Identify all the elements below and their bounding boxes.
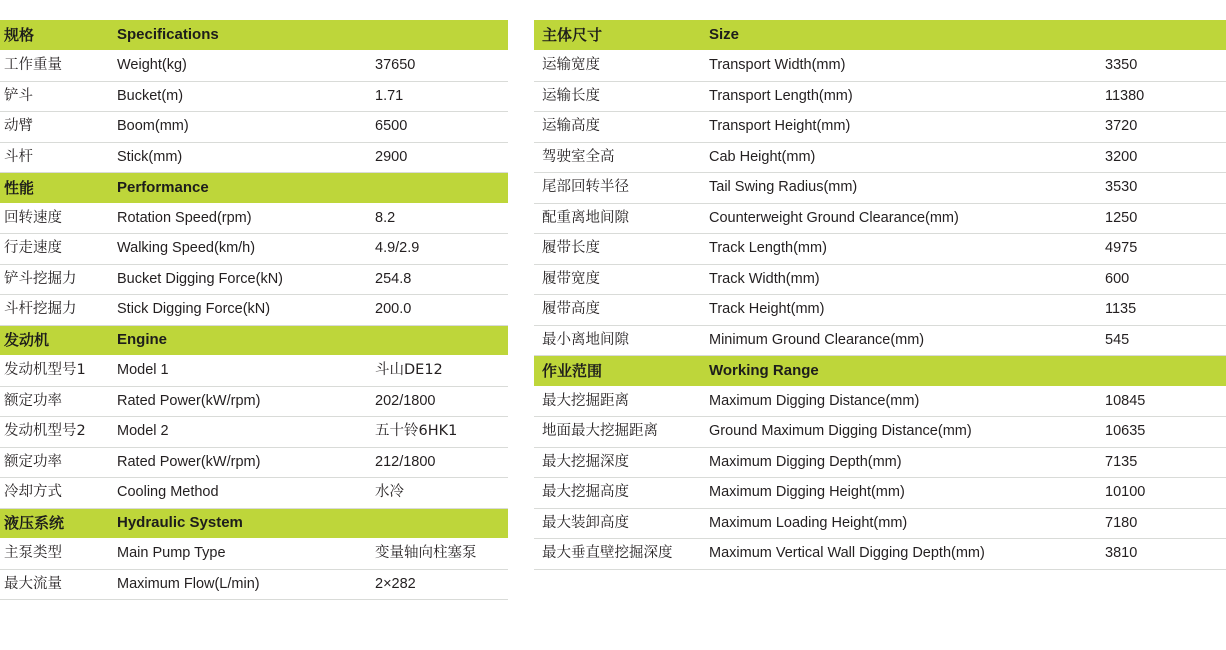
spec-value: 254.8 — [366, 264, 508, 295]
section-header-row — [0, 20, 508, 51]
spec-label-en: Walking Speed(km/h) — [108, 234, 366, 265]
spec-row — [0, 295, 508, 326]
spec-row — [534, 447, 1226, 478]
section-header-value — [1096, 356, 1226, 387]
spec-row — [534, 264, 1226, 295]
spec-label-en: Maximum Vertical Wall Digging Depth(mm) — [700, 539, 1096, 570]
spec-label-en: Bucket(m) — [108, 81, 366, 112]
right-spec-column — [534, 20, 1226, 650]
section-header-cn: 主体尺寸 — [534, 20, 700, 51]
spec-row — [0, 417, 508, 448]
spec-row — [534, 417, 1226, 448]
spec-value: 10635 — [1096, 417, 1226, 448]
spec-label-en: Model 1 — [108, 356, 366, 387]
spec-value: 202/1800 — [366, 386, 508, 417]
spec-value: 8.2 — [366, 203, 508, 234]
spec-value: 4975 — [1096, 234, 1226, 265]
spec-row — [0, 386, 508, 417]
spec-value: 10100 — [1096, 478, 1226, 509]
spec-row — [534, 539, 1226, 570]
section-header-row — [534, 20, 1226, 51]
section-header-row — [0, 508, 508, 539]
spec-row — [0, 112, 508, 143]
left-spec-body — [0, 20, 508, 600]
spec-row — [0, 51, 508, 82]
section-header-en: Hydraulic System — [108, 508, 366, 539]
section-header-cn: 规格 — [0, 20, 108, 51]
spec-row — [534, 386, 1226, 417]
spec-row — [534, 325, 1226, 356]
spec-value: 545 — [1096, 325, 1226, 356]
section-header-cn: 液压系统 — [0, 508, 108, 539]
spec-row — [534, 234, 1226, 265]
section-header-value — [366, 508, 508, 539]
spec-label-cn: 回转速度 — [0, 203, 108, 234]
spec-label-en: Main Pump Type — [108, 539, 366, 570]
spec-label-en: Minimum Ground Clearance(mm) — [700, 325, 1096, 356]
section-header-value — [1096, 20, 1226, 51]
spec-value: 水冷 — [366, 478, 508, 509]
spec-label-en: Track Length(mm) — [700, 234, 1096, 265]
spec-value: 37650 — [366, 51, 508, 82]
spec-row — [534, 112, 1226, 143]
spec-row — [0, 264, 508, 295]
spec-label-cn: 铲斗挖掘力 — [0, 264, 108, 295]
section-header-en: Specifications — [108, 20, 366, 51]
spec-label-en: Maximum Flow(L/min) — [108, 569, 366, 600]
spec-label-cn: 地面最大挖掘距离 — [534, 417, 700, 448]
spec-label-en: Tail Swing Radius(mm) — [700, 173, 1096, 204]
spec-label-en: Stick Digging Force(kN) — [108, 295, 366, 326]
spec-value: 3530 — [1096, 173, 1226, 204]
section-header-en: Performance — [108, 173, 366, 204]
spec-row — [534, 51, 1226, 82]
spec-label-cn: 最大装卸高度 — [534, 508, 700, 539]
spec-label-en: Cooling Method — [108, 478, 366, 509]
spec-value: 2×282 — [366, 569, 508, 600]
spec-label-cn: 运输宽度 — [534, 51, 700, 82]
spec-row — [0, 356, 508, 387]
spec-value: 1.71 — [366, 81, 508, 112]
spec-label-cn: 发动机型号1 — [0, 356, 108, 387]
spec-row — [0, 478, 508, 509]
spec-label-cn: 驾驶室全高 — [534, 142, 700, 173]
spec-label-en: Boom(mm) — [108, 112, 366, 143]
spec-label-en: Track Height(mm) — [700, 295, 1096, 326]
spec-row — [534, 295, 1226, 326]
spec-label-cn: 斗杆 — [0, 142, 108, 173]
spec-value: 600 — [1096, 264, 1226, 295]
spec-value: 变量轴向柱塞泵 — [366, 539, 508, 570]
spec-row — [0, 81, 508, 112]
spec-value: 斗山DE12 — [366, 356, 508, 387]
section-header-cn: 性能 — [0, 173, 108, 204]
spec-label-cn: 最大挖掘高度 — [534, 478, 700, 509]
spec-label-cn: 履带高度 — [534, 295, 700, 326]
spec-label-en: Rated Power(kW/rpm) — [108, 386, 366, 417]
spec-row — [0, 234, 508, 265]
spec-label-cn: 铲斗 — [0, 81, 108, 112]
spec-label-cn: 工作重量 — [0, 51, 108, 82]
spec-label-cn: 额定功率 — [0, 447, 108, 478]
section-header-en: Engine — [108, 325, 366, 356]
spec-label-en: Transport Height(mm) — [700, 112, 1096, 143]
spec-label-cn: 发动机型号2 — [0, 417, 108, 448]
spec-label-en: Transport Length(mm) — [700, 81, 1096, 112]
spec-row — [0, 203, 508, 234]
spec-row — [534, 81, 1226, 112]
spec-value: 7180 — [1096, 508, 1226, 539]
spec-row — [534, 478, 1226, 509]
spec-label-en: Stick(mm) — [108, 142, 366, 173]
spec-value: 3720 — [1096, 112, 1226, 143]
section-header-cn: 发动机 — [0, 325, 108, 356]
spec-row — [0, 569, 508, 600]
section-header-en: Working Range — [700, 356, 1096, 387]
spec-label-en: Counterweight Ground Clearance(mm) — [700, 203, 1096, 234]
spec-row — [534, 142, 1226, 173]
spec-value: 3350 — [1096, 51, 1226, 82]
section-header-value — [366, 173, 508, 204]
spec-label-en: Maximum Loading Height(mm) — [700, 508, 1096, 539]
spec-label-en: Transport Width(mm) — [700, 51, 1096, 82]
spec-value: 11380 — [1096, 81, 1226, 112]
spec-label-cn: 运输长度 — [534, 81, 700, 112]
spec-value: 200.0 — [366, 295, 508, 326]
spec-label-cn: 最大挖掘距离 — [534, 386, 700, 417]
spec-label-en: Weight(kg) — [108, 51, 366, 82]
spec-value: 1250 — [1096, 203, 1226, 234]
spec-value: 2900 — [366, 142, 508, 173]
section-header-cn: 作业范围 — [534, 356, 700, 387]
spec-label-cn: 运输高度 — [534, 112, 700, 143]
spec-label-cn: 最大挖掘深度 — [534, 447, 700, 478]
spec-label-cn: 主泵类型 — [0, 539, 108, 570]
section-header-value — [366, 325, 508, 356]
spec-label-en: Ground Maximum Digging Distance(mm) — [700, 417, 1096, 448]
spec-label-cn: 动臂 — [0, 112, 108, 143]
spec-row — [534, 203, 1226, 234]
spec-value: 6500 — [366, 112, 508, 143]
right-spec-table — [534, 20, 1226, 570]
spec-row — [534, 173, 1226, 204]
spec-label-en: Maximum Digging Depth(mm) — [700, 447, 1096, 478]
spec-label-en: Maximum Digging Height(mm) — [700, 478, 1096, 509]
spec-row — [0, 539, 508, 570]
spec-label-cn: 尾部回转半径 — [534, 173, 700, 204]
section-header-row — [0, 325, 508, 356]
spec-label-cn: 配重离地间隙 — [534, 203, 700, 234]
spec-value: 3810 — [1096, 539, 1226, 570]
spec-label-en: Model 2 — [108, 417, 366, 448]
section-header-value — [366, 20, 508, 51]
spec-value: 10845 — [1096, 386, 1226, 417]
left-spec-table — [0, 20, 508, 600]
spec-label-cn: 履带宽度 — [534, 264, 700, 295]
left-spec-column — [0, 20, 508, 650]
spec-label-en: Bucket Digging Force(kN) — [108, 264, 366, 295]
spec-label-cn: 额定功率 — [0, 386, 108, 417]
spec-label-cn: 最大垂直壁挖掘深度 — [534, 539, 700, 570]
spec-row — [0, 447, 508, 478]
spec-label-en: Maximum Digging Distance(mm) — [700, 386, 1096, 417]
section-header-en: Size — [700, 20, 1096, 51]
spec-value: 212/1800 — [366, 447, 508, 478]
right-spec-body — [534, 20, 1226, 569]
spec-label-cn: 最大流量 — [0, 569, 108, 600]
spec-value: 1135 — [1096, 295, 1226, 326]
spec-label-cn: 履带长度 — [534, 234, 700, 265]
section-header-row — [534, 356, 1226, 387]
section-header-row — [0, 173, 508, 204]
spec-row — [0, 142, 508, 173]
spec-label-cn: 行走速度 — [0, 234, 108, 265]
spec-label-en: Cab Height(mm) — [700, 142, 1096, 173]
column-gap — [508, 0, 534, 650]
spec-row — [534, 508, 1226, 539]
spec-label-cn: 冷却方式 — [0, 478, 108, 509]
spec-label-cn: 最小离地间隙 — [534, 325, 700, 356]
spec-label-en: Rated Power(kW/rpm) — [108, 447, 366, 478]
spec-label-cn: 斗杆挖掘力 — [0, 295, 108, 326]
spec-value: 五十铃6HK1 — [366, 417, 508, 448]
spec-label-en: Track Width(mm) — [700, 264, 1096, 295]
spec-value: 4.9/2.9 — [366, 234, 508, 265]
spec-value: 7135 — [1096, 447, 1226, 478]
spec-value: 3200 — [1096, 142, 1226, 173]
spec-label-en: Rotation Speed(rpm) — [108, 203, 366, 234]
